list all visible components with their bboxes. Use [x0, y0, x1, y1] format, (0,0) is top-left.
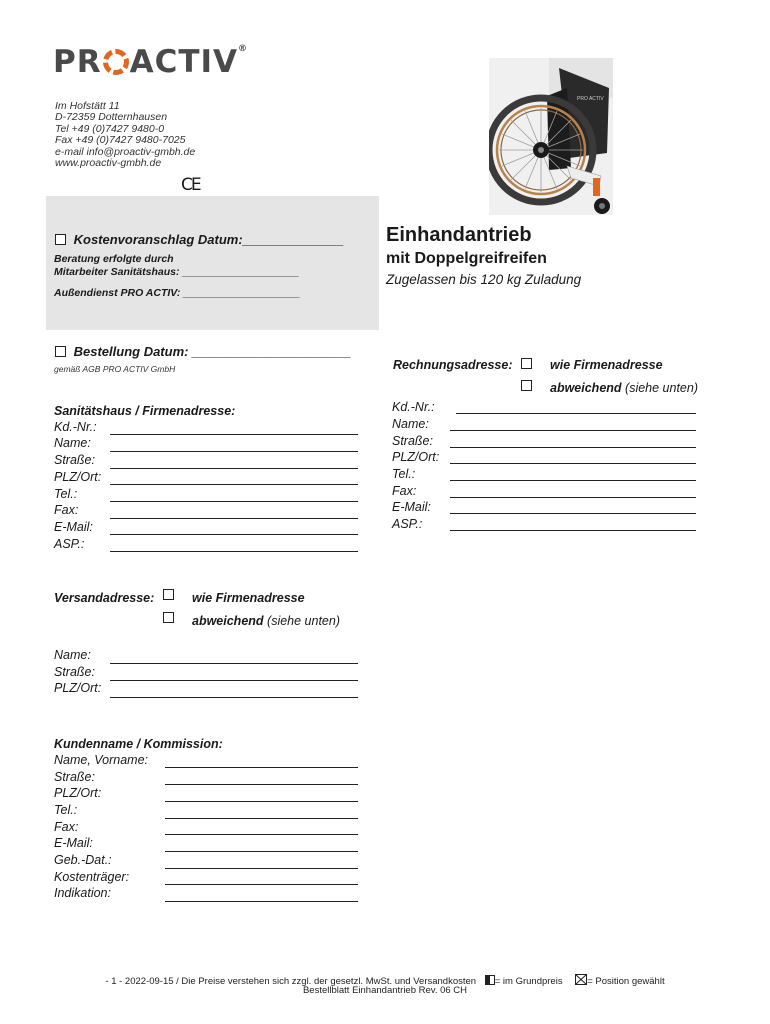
shop-kdnr-label: Kd.-Nr.: [54, 420, 97, 434]
shipping-street-line[interactable] [110, 680, 358, 681]
billing-diff-rest: (siehe unten) [625, 381, 698, 395]
billing-same-checkbox[interactable] [521, 358, 532, 369]
customer-plzort-label: PLZ/Ort: [54, 786, 102, 800]
shipping-label: Versandadresse: [54, 591, 155, 605]
logo-text-pr: PR [53, 44, 102, 80]
billing-asp-label: ASP.: [392, 517, 423, 531]
billing-name-label: Name: [392, 417, 429, 431]
customer-email-line[interactable] [165, 851, 358, 852]
product-title: Einhandantrieb [386, 224, 532, 246]
frame-brand-label: PRO ACTIV [577, 96, 604, 102]
shipping-diff-bold: abweichend [192, 614, 264, 628]
shop-asp-label: ASP.: [54, 537, 85, 551]
product-subtitle: mit Doppelgreifreifen [386, 250, 547, 267]
shop-email-line[interactable] [110, 534, 358, 535]
billing-tel-line[interactable] [450, 480, 696, 481]
billing-plzort-line[interactable] [450, 463, 696, 464]
order-date-label: Bestellung Datum: ______________________ [73, 344, 352, 359]
logo-text-activ: ACTIV [129, 44, 239, 80]
customer-name-label: Name, Vorname: [54, 753, 149, 767]
address-phone: Tel +49 (0)7427 9480-0 [55, 122, 165, 135]
shipping-diff-rest: (siehe unten) [267, 614, 340, 628]
address-city: D-72359 Dotternhausen [55, 111, 168, 124]
customer-name-line[interactable] [165, 767, 358, 768]
billing-tel-label: Tel.: [392, 467, 416, 481]
shipping-street-label: Straße: [54, 665, 95, 679]
quote-date-label: Kostenvoranschlag Datum:______________ [73, 232, 344, 247]
shop-name-line[interactable] [110, 451, 358, 452]
billing-email-line[interactable] [450, 513, 696, 514]
proactiv-logo [53, 44, 248, 80]
shipping-same-checkbox[interactable] [163, 589, 174, 600]
customer-birthdate-line[interactable] [165, 868, 358, 869]
logo-registered: ® [238, 44, 249, 54]
ce-mark: CE [181, 175, 200, 195]
logo-sun-icon [103, 49, 129, 75]
billing-diff-checkbox[interactable] [521, 380, 532, 391]
order-row [55, 344, 351, 359]
shop-plzort-label: PLZ/Ort: [54, 470, 102, 484]
billing-asp-line[interactable] [450, 530, 696, 531]
billing-label: Rechnungsadresse: [393, 358, 513, 372]
shop-asp-line[interactable] [110, 551, 358, 552]
shop-email-label: E-Mail: [54, 520, 93, 534]
shipping-plzort-label: PLZ/Ort: [54, 681, 102, 695]
order-checkbox[interactable] [55, 346, 66, 357]
agb-note: gemäß AGB PRO ACTIV GmbH [54, 364, 176, 374]
shop-street-label: Straße: [54, 453, 95, 467]
customer-plzort-line[interactable] [165, 801, 358, 802]
consult-line1: Beratung erfolgte durch [54, 253, 174, 265]
billing-kdnr-label: Kd.-Nr.: [392, 400, 435, 414]
shop-plzort-line[interactable] [110, 484, 358, 485]
customer-tel-line[interactable] [165, 818, 358, 819]
shipping-diff-option [192, 614, 340, 628]
billing-street-line[interactable] [450, 447, 696, 448]
customer-heading: Kundenname / Kommission: [54, 737, 223, 751]
customer-indication-line[interactable] [165, 901, 358, 902]
billing-fax-line[interactable] [450, 497, 696, 498]
customer-street-label: Straße: [54, 770, 95, 784]
shop-tel-label: Tel.: [54, 487, 78, 501]
billing-email-label: E-Mail: [392, 500, 431, 514]
customer-email-label: E-Mail: [54, 836, 93, 850]
customer-street-line[interactable] [165, 784, 358, 785]
billing-name-line[interactable] [450, 430, 696, 431]
shop-fax-line[interactable] [110, 518, 358, 519]
billing-diff-option [550, 381, 698, 395]
field-service-label[interactable]: Außendienst PRO ACTIV: ____________________ [54, 287, 301, 299]
shop-heading: Sanitätshaus / Firmenadresse: [54, 404, 236, 418]
consult-line2[interactable]: Mitarbeiter Sanitätshaus: ____________________ [54, 266, 300, 278]
billing-kdnr-line[interactable] [456, 413, 696, 414]
billing-plzort-label: PLZ/Ort: [392, 450, 440, 464]
shop-fax-label: Fax: [54, 503, 79, 517]
customer-insurer-line[interactable] [165, 884, 358, 885]
address-street: Im Hofstätt 11 [55, 100, 120, 112]
customer-fax-label: Fax: [54, 820, 79, 834]
address-fax: Fax +49 (0)7427 9480-7025 [55, 134, 186, 147]
shop-tel-line[interactable] [110, 501, 358, 502]
shop-street-line[interactable] [110, 468, 358, 469]
address-email: e-mail info@proactiv-gmbh.de [55, 145, 196, 158]
quote-checkbox[interactable] [55, 234, 66, 245]
billing-street-label: Straße: [392, 434, 433, 448]
product-note: Zugelassen bis 120 kg Zuladung [386, 272, 582, 287]
wheelchair-photo [489, 58, 613, 215]
quote-row [55, 232, 344, 247]
shipping-diff-checkbox[interactable] [163, 612, 174, 623]
address-website: www.proactiv-gmbh.de [55, 157, 162, 170]
customer-insurer-label: Kostenträger: [54, 870, 130, 884]
shipping-same-option: wie Firmenadresse [192, 591, 305, 605]
shop-name-label: Name: [54, 436, 91, 450]
customer-birthdate-label: Geb.-Dat.: [54, 853, 112, 867]
billing-same-option: wie Firmenadresse [550, 358, 663, 372]
footer-prices-note: - 1 - 2022-09-15 / Die Preise verstehen sich zzgl. der gesetzl. MwSt. und Versandkosten [105, 976, 477, 987]
half-filled-square-icon [485, 975, 495, 985]
crossed-square-icon [575, 974, 587, 985]
billing-fax-label: Fax: [392, 484, 417, 498]
company-address [55, 101, 195, 169]
shipping-name-line[interactable] [110, 663, 358, 664]
shipping-name-label: Name: [54, 648, 91, 662]
customer-indication-label: Indikation: [54, 886, 111, 900]
legend-selected: = Position gewählt [587, 976, 665, 987]
customer-fax-line[interactable] [165, 834, 358, 835]
shipping-plzort-line[interactable] [110, 697, 358, 698]
billing-diff-bold: abweichend [550, 381, 622, 395]
footer-line2: Bestellblatt Einhandantrieb Rev. 06 CH [302, 985, 468, 996]
customer-tel-label: Tel.: [54, 803, 78, 817]
shop-kdnr-line[interactable] [110, 434, 358, 435]
wheelchair-illustration [489, 58, 613, 215]
legend-base-price: = im Grundpreis [494, 976, 563, 987]
